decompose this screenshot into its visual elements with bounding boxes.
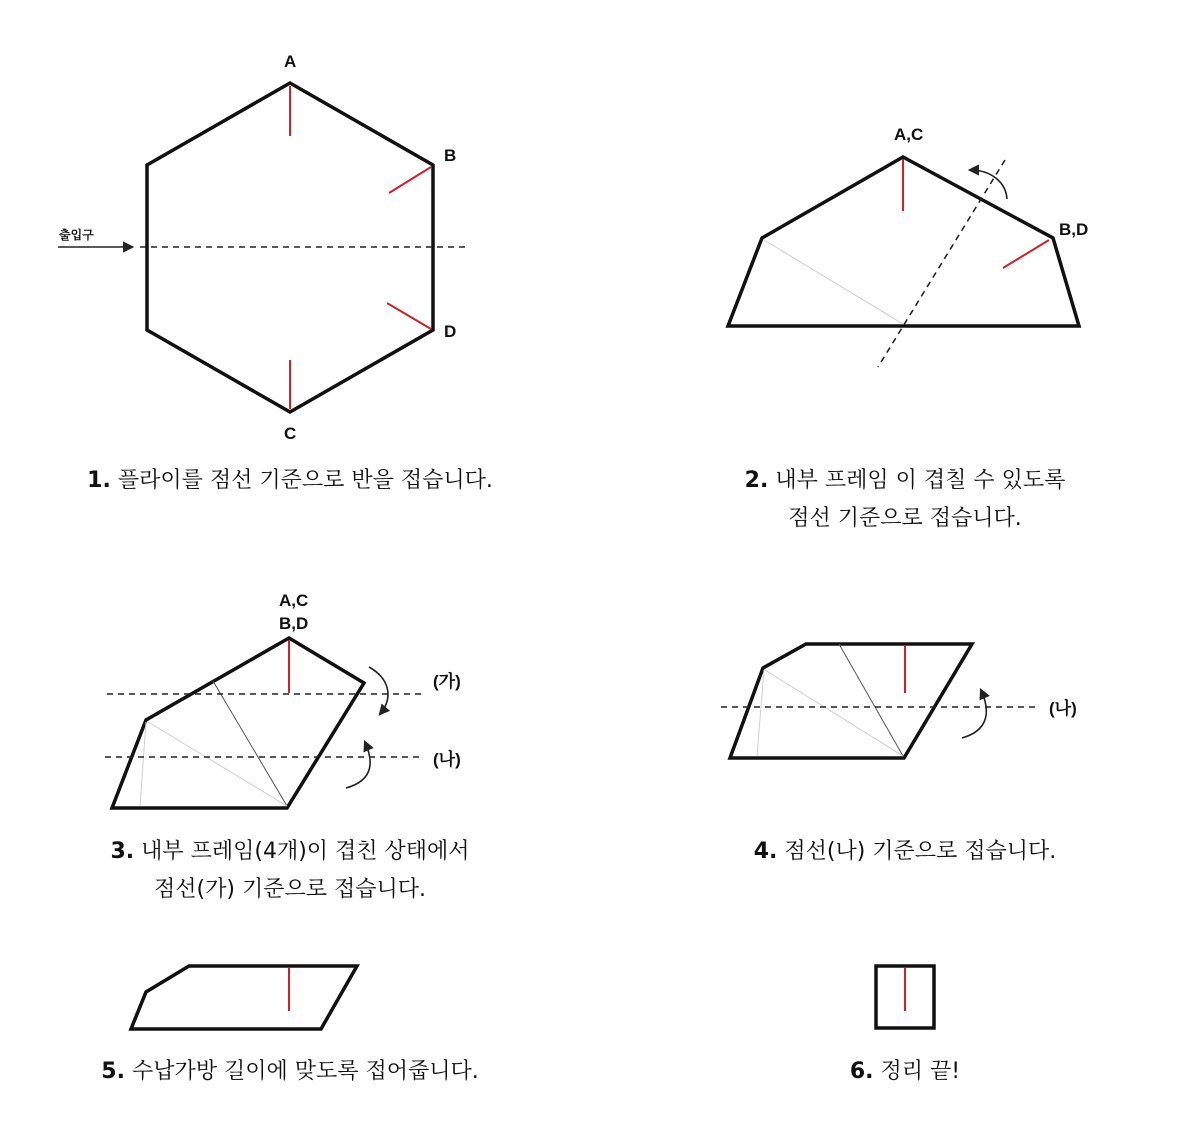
step4-text: 점선(나) 기준으로 접습니다. — [784, 839, 1057, 864]
step5-text: 수납가방 길이에 맞도록 접어줍니다. — [131, 1059, 479, 1084]
step3-figure — [105, 591, 461, 808]
label-bd: B,D — [1059, 220, 1089, 239]
faint-crease — [764, 240, 903, 324]
marker-b — [389, 167, 431, 193]
fold-arrow-na — [346, 742, 370, 788]
step2-text-line1: 내부 프레임 이 겹칠 수 있도록 — [775, 468, 1066, 493]
step3-caption — [40, 833, 540, 909]
folded-shape-5 — [131, 966, 357, 1029]
label-c: C — [284, 424, 297, 443]
label-na-3: (나) — [433, 750, 461, 769]
step5-caption — [40, 1053, 540, 1091]
fold-arrow-ga — [369, 667, 388, 714]
label-bd-3: B,D — [279, 614, 309, 633]
inner-crease-4 — [839, 644, 903, 756]
step2-figure — [728, 125, 1088, 367]
step5-figure — [131, 966, 357, 1029]
step3-number: 3. — [110, 839, 135, 864]
label-na-4: (나) — [1049, 699, 1077, 718]
inner-frame-crease — [213, 681, 287, 806]
step4-caption — [655, 833, 1155, 871]
step3-text-line1: 내부 프레임(4개)이 겹친 상태에서 — [141, 839, 470, 864]
step1-number: 1. — [87, 468, 111, 493]
folded-shape-4 — [730, 644, 972, 758]
marker-bd — [1003, 240, 1049, 268]
step6-text: 정리 끝! — [880, 1059, 961, 1084]
fold-arrow-na-4 — [962, 690, 986, 738]
faint-crease-3a — [148, 722, 287, 806]
label-d: D — [444, 322, 457, 341]
step6-number: 6. — [849, 1059, 874, 1084]
step2-caption — [655, 462, 1155, 538]
label-ga: (가) — [433, 672, 461, 691]
step1-figure — [58, 52, 466, 443]
step1-text: 플라이를 점선 기준으로 반을 접습니다. — [117, 468, 493, 493]
marker-d — [387, 303, 431, 329]
label-b: B — [444, 146, 457, 165]
label-ac-3: A,C — [279, 591, 309, 610]
fold-line-diagonal — [878, 160, 1005, 367]
step1-caption — [40, 462, 540, 500]
label-ac: A,C — [894, 125, 924, 144]
label-entrance: 출입구 — [59, 228, 94, 242]
step2-number: 2. — [744, 468, 769, 493]
step6-caption — [655, 1053, 1155, 1091]
step3-text-line2: 점선(가) 기준으로 접습니다. — [154, 877, 426, 902]
step2-text-line2: 점선 기준으로 접습니다. — [788, 506, 1022, 531]
step6-figure — [876, 966, 934, 1028]
step5-number: 5. — [101, 1059, 125, 1084]
step4-number: 4. — [753, 839, 778, 864]
step4-figure — [721, 644, 1077, 758]
faint-crease-4a — [765, 670, 903, 756]
label-a: A — [284, 52, 297, 71]
